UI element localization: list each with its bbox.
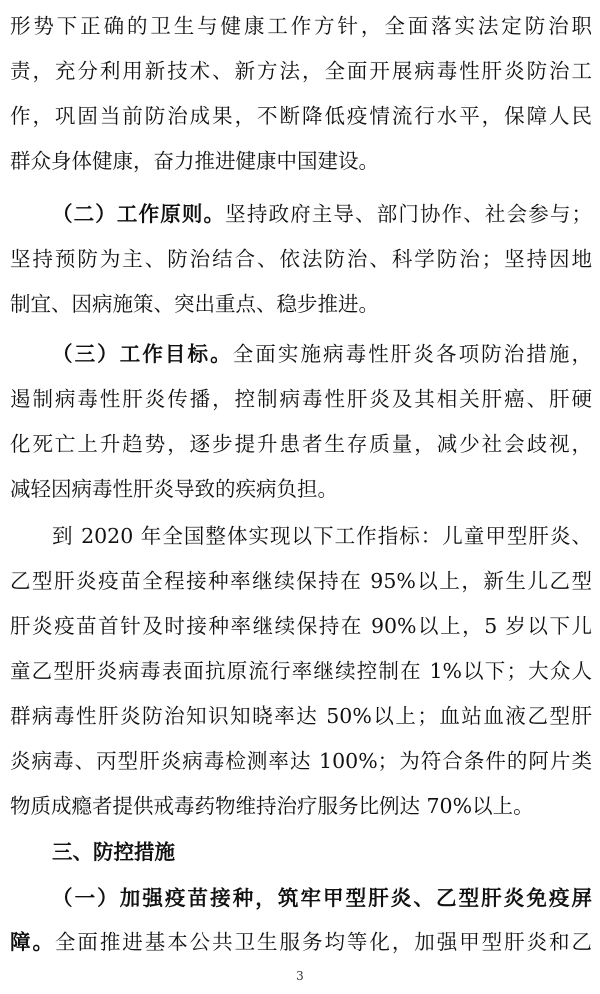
goals-paragraph-first-line: [52, 337, 592, 371]
goals-heading: （三）工作目标。: [52, 342, 233, 366]
body-line: 物质成瘾者提供戒毒药物维持治疗服务比例达 70%以上。: [10, 794, 534, 818]
body-line: 形势下正确的卫生与健康工作方针，全面落实法定防治职: [10, 14, 592, 38]
page-number: 3: [296, 969, 304, 983]
principles-heading: （二）工作原则。: [52, 202, 226, 226]
section-heading: 三、防控措施: [52, 840, 175, 864]
body-line: 童乙型肝炎病毒表面抗原流行率继续控制在 1%以下；大众人: [10, 659, 592, 683]
body-line: 制宜、因病施策、突出重点、稳步推进。: [10, 292, 379, 316]
body-line: 遏制病毒性肝炎传播，控制病毒性肝炎及其相关肝癌、肝硬: [10, 387, 592, 411]
body-line: 群众身体健康，奋力推进健康中国建设。: [10, 149, 379, 173]
body-line: 坚持预防为主、防治结合、依法防治、科学防治；坚持因地: [10, 247, 592, 271]
principles-text: 坚持政府主导、部门协作、社会参与；: [225, 202, 592, 226]
vaccination-heading-end: 障。: [10, 930, 55, 954]
body-line: 到 2020 年全国整体实现以下工作指标：儿童甲型肝炎、: [52, 524, 592, 548]
body-line: 肝炎疫苗首针及时接种率继续保持在 90%以上，5 岁以下儿: [10, 614, 592, 638]
goals-text: 全面实施病毒性肝炎各项防治措施，: [232, 342, 592, 366]
body-line: 责，充分利用新技术、新方法，全面开展病毒性肝炎防治工: [10, 59, 592, 83]
principles-paragraph-first-line: [52, 197, 592, 231]
body-line: 作，巩固当前防治成果，不断降低疫情流行水平，保障人民: [10, 104, 592, 128]
body-line: 炎病毒、丙型肝炎病毒检测率达 100%；为符合条件的阿片类: [10, 749, 592, 773]
vaccination-text: 全面推进基本公共卫生服务均等化，加强甲型肝炎和乙: [54, 930, 592, 954]
body-line: 乙型肝炎疫苗全程接种率继续保持在 95%以上，新生儿乙型: [10, 569, 592, 593]
vaccination-paragraph-line: [10, 925, 592, 959]
body-line: 减轻因病毒性肝炎导致的疾病负担。: [10, 477, 338, 501]
vaccination-heading: （一）加强疫苗接种，筑牢甲型肝炎、乙型肝炎免疫屏: [52, 886, 592, 910]
body-line: 化死亡上升趋势，逐步提升患者生存质量，减少社会歧视，: [10, 432, 592, 456]
body-line: 群病毒性肝炎防治知识知晓率达 50%以上；血站血液乙型肝: [10, 704, 592, 728]
